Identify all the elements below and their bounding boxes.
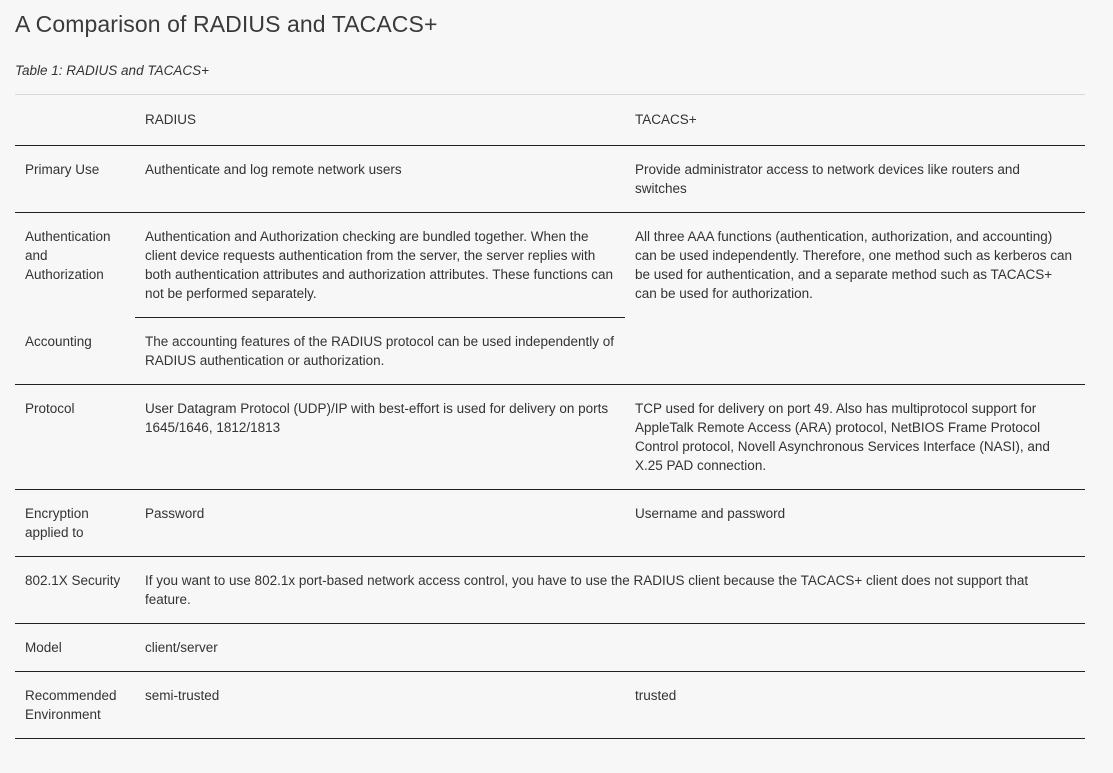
row-label: 802.1X Security [15,557,135,624]
table-row [15,385,1085,490]
row-label: Model [15,624,135,672]
table-row [15,213,1085,318]
row-label: Authentication and Authorization [25,229,111,282]
table-row [15,490,1085,557]
row-label: Accounting [15,318,135,385]
tacacs-cell: Username and password [625,490,1085,557]
radius-cell: Authentication and Authorization checking are bundled together. When the client device requests authentication from the server, the server replies with both authentication attributes and authorization attributes. These functions can not be performed separately. [135,213,625,318]
tacacs-cell: All three AAA functions (authentication, authorization, and accounting) can be used independently. Therefore, one method such as kerberos can be used for authentication, and a separate method such as TACACS+ can be used for authorization. [625,213,1085,385]
table-row [15,672,1085,739]
tacacs-cell: trusted [625,672,1085,739]
row-label: Encryption applied to [15,490,135,557]
table-row [15,624,1085,672]
header-radius: RADIUS [135,95,625,146]
table-row [15,146,1085,213]
radius-cell: User Datagram Protocol (UDP)/IP with best-effort is used for delivery on ports 1645/1646, 1812/1813 [135,385,625,490]
tacacs-cell: TCP used for delivery on port 49. Also has multiprotocol support for AppleTalk Remote Access (ARA) protocol, NetBIOS Frame Protocol Control protocol, Novell Asynchronous Services Interface (NASI), and X.25 PAD connection. [625,385,1085,490]
header-feature [15,95,135,146]
shared-cell: client/server [135,624,1085,672]
page-title: A Comparison of RADIUS and TACACS+ [15,11,438,37]
radius-cell: semi-trusted [135,672,625,739]
header-tacacs: TACACS+ [625,95,1085,146]
tacacs-cell: Provide administrator access to network devices like routers and switches [625,146,1085,213]
radius-cell: Password [135,490,625,557]
shared-cell: If you want to use 802.1x port-based network access control, you have to use the RADIUS client because the TACACS+ client does not support that feature. [135,557,1085,624]
radius-cell: Authenticate and log remote network users [135,146,625,213]
table-row [15,557,1085,624]
row-label: Recommended Environment [15,672,135,739]
radius-cell: The accounting features of the RADIUS protocol can be used independently of RADIUS authentication or authorization. [135,318,625,385]
row-label: Protocol [15,385,135,490]
comparison-table [15,94,1085,739]
table-header-row [15,95,1085,146]
row-label: Primary Use [15,146,135,213]
table-caption: Table 1: RADIUS and TACACS+ [15,63,209,78]
